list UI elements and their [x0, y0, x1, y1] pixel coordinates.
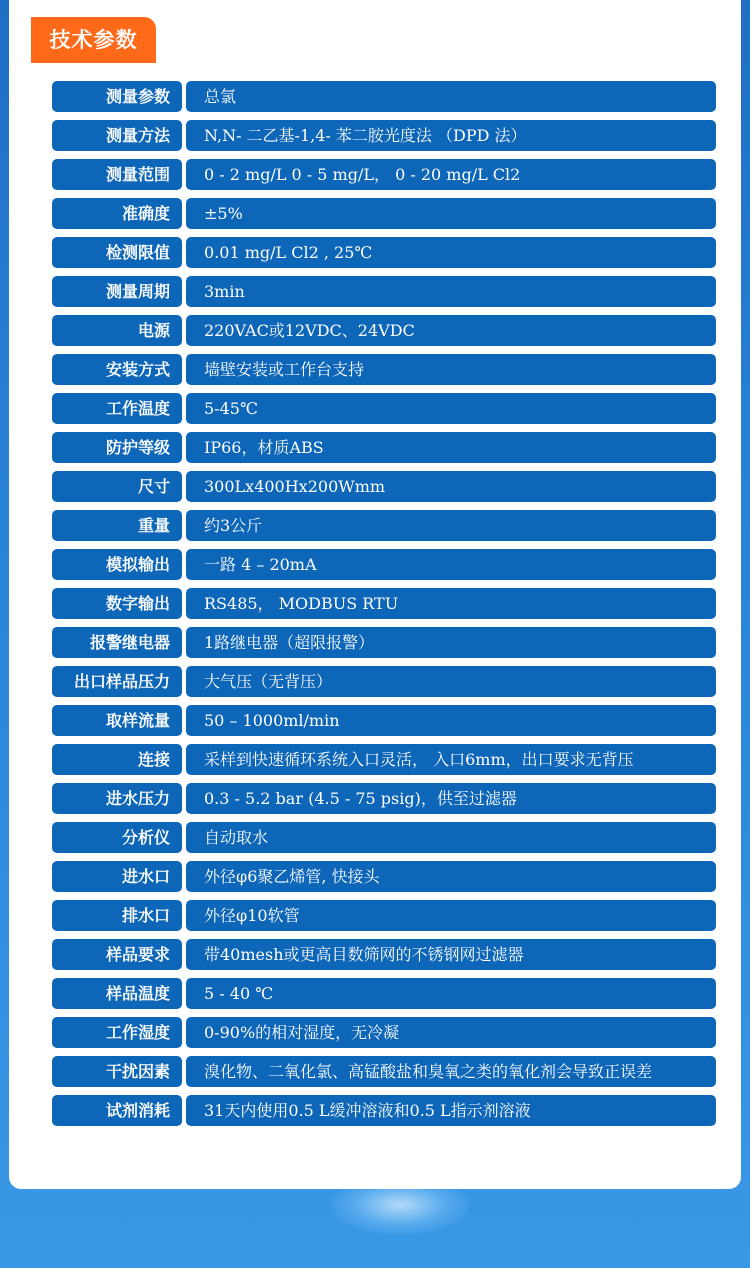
spec-label: 取样流量: [52, 705, 182, 736]
spec-label: 工作湿度: [52, 1017, 182, 1048]
spec-label: 尺寸: [52, 471, 182, 502]
spec-value: 总氯: [186, 81, 716, 112]
spec-row: [52, 510, 716, 541]
spec-value: 带40mesh或更高目数筛网的不锈钢网过滤器: [186, 939, 716, 970]
spec-label: 分析仪: [52, 822, 182, 853]
spec-value: 0 - 2 mg/L 0 - 5 mg/L， 0 - 20 mg/L Cl2: [186, 159, 716, 190]
spec-row: [52, 627, 716, 658]
spec-row: [52, 1056, 716, 1087]
spec-row: [52, 315, 716, 346]
spec-value: 0-90%的相对湿度，无冷凝: [186, 1017, 716, 1048]
spec-row: [52, 471, 716, 502]
spec-value: 31天内使用0.5 L缓冲溶液和0.5 L指示剂溶液: [186, 1095, 716, 1126]
spec-label: 检测限值: [52, 237, 182, 268]
spec-value: 1路继电器（超限报警）: [186, 627, 716, 658]
spec-row: [52, 705, 716, 736]
spec-value: 墙壁安装或工作台支持: [186, 354, 716, 385]
spec-value: 220VAC或12VDC、24VDC: [186, 315, 716, 346]
spec-label: 模拟输出: [52, 549, 182, 580]
spec-label: 排水口: [52, 900, 182, 931]
spec-label: 工作温度: [52, 393, 182, 424]
section-title-badge: 技术参数: [31, 17, 156, 63]
spec-label: 进水口: [52, 861, 182, 892]
spec-label: 测量周期: [52, 276, 182, 307]
spec-row: [52, 744, 716, 775]
spec-label: 电源: [52, 315, 182, 346]
spec-label: 测量参数: [52, 81, 182, 112]
spec-value: 5-45℃: [186, 393, 716, 424]
spec-row: [52, 1017, 716, 1048]
spec-row: [52, 159, 716, 190]
spec-value: IP66，材质ABS: [186, 432, 716, 463]
spec-row: [52, 588, 716, 619]
spec-label: 重量: [52, 510, 182, 541]
spec-value: 50 – 1000ml/min: [186, 705, 716, 736]
spec-label: 连接: [52, 744, 182, 775]
spec-value: 5 - 40 ℃: [186, 978, 716, 1009]
spec-row: [52, 237, 716, 268]
spec-row: [52, 900, 716, 931]
spec-value: 大气压（无背压）: [186, 666, 716, 697]
spec-table: [52, 81, 716, 1134]
spec-value: 一路 4 – 20mA: [186, 549, 716, 580]
spec-label: 试剂消耗: [52, 1095, 182, 1126]
spec-row: [52, 120, 716, 151]
spec-label: 干扰因素: [52, 1056, 182, 1087]
spec-label: 准确度: [52, 198, 182, 229]
spec-row: [52, 354, 716, 385]
spec-row: [52, 822, 716, 853]
spec-row: [52, 276, 716, 307]
spec-row: [52, 393, 716, 424]
spec-row: [52, 432, 716, 463]
spec-row: [52, 81, 716, 112]
spec-value: 采样到快速循环系统入口灵活， 入口6mm，出口要求无背压: [186, 744, 716, 775]
spec-value: N,N- 二乙基-1,4- 苯二胺光度法 （DPD 法）: [186, 120, 716, 151]
spec-value: 外径φ6聚乙烯管, 快接头: [186, 861, 716, 892]
spec-row: [52, 549, 716, 580]
spec-label: 测量范围: [52, 159, 182, 190]
spec-label: 样品要求: [52, 939, 182, 970]
spec-value: ±5%: [186, 198, 716, 229]
spec-row: [52, 1095, 716, 1126]
spec-row: [52, 939, 716, 970]
spec-label: 进水压力: [52, 783, 182, 814]
spec-row: [52, 783, 716, 814]
spec-value: 0.01 mg/L Cl2 , 25℃: [186, 237, 716, 268]
spec-label: 出口样品压力: [52, 666, 182, 697]
spec-value: 0.3 - 5.2 bar (4.5 - 75 psig)，供至过滤器: [186, 783, 716, 814]
spec-row: [52, 666, 716, 697]
spec-card: [9, 0, 741, 1189]
spec-value: RS485， MODBUS RTU: [186, 588, 716, 619]
spec-value: 3min: [186, 276, 716, 307]
spec-value: 溴化物、二氧化氯、高锰酸盐和臭氧之类的氧化剂会导致正误差: [186, 1056, 716, 1087]
spec-label: 测量方法: [52, 120, 182, 151]
spec-label: 安装方式: [52, 354, 182, 385]
spec-label: 样品温度: [52, 978, 182, 1009]
spec-label: 报警继电器: [52, 627, 182, 658]
spec-label: 数字输出: [52, 588, 182, 619]
spec-row: [52, 861, 716, 892]
spec-row: [52, 978, 716, 1009]
spec-value: 自动取水: [186, 822, 716, 853]
spec-value: 外径φ10软管: [186, 900, 716, 931]
spec-row: [52, 198, 716, 229]
spec-label: 防护等级: [52, 432, 182, 463]
spec-value: 300Lx400Hx200Wmm: [186, 471, 716, 502]
spec-value: 约3公斤: [186, 510, 716, 541]
